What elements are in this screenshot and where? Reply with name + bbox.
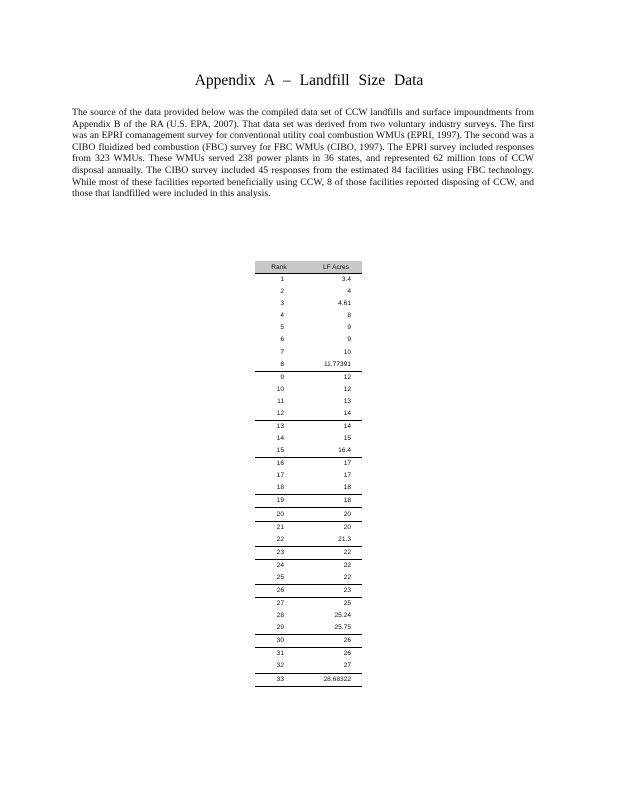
rank-cell: 10 <box>276 385 284 393</box>
rank-cell: 27 <box>276 600 284 608</box>
rank-cell: 19 <box>255 495 303 508</box>
lf-acres-cell: 9 <box>347 324 351 332</box>
lf-acres-cell: 25.24 <box>334 612 351 620</box>
table-body <box>255 274 362 687</box>
table-row <box>255 673 362 686</box>
rank-cell: 4 <box>280 312 284 320</box>
table-row <box>255 334 362 346</box>
table-row <box>255 346 362 358</box>
lf-acres-cell: 21.3 <box>303 534 362 547</box>
table-row <box>255 598 362 611</box>
lf-acres-cell: 14 <box>343 422 351 430</box>
table-row <box>255 322 362 334</box>
rank-cell: 13 <box>276 422 284 430</box>
lf-acres-cell: 20 <box>303 508 362 521</box>
lf-acres-cell: 17 <box>343 460 351 468</box>
lf-acres-cell: 16.4 <box>303 445 362 458</box>
rank-cell: 9 <box>280 373 284 381</box>
lf-acres-cell: 14 <box>303 408 362 421</box>
table-row <box>255 371 362 384</box>
rank-cell: 12 <box>255 408 303 421</box>
intro-paragraph: The source of the data provided below was the compiled data set of CCW landfills and surface impoundments from Appendix B of the RA (U.S. EPA, 2007). That data set was derived from two voluntary industry surveys. The first was an EPRI comanagement survey for conventional utility coal combustion WMUs (EPRI, 1997). The second was a CIBO fluidized bed combustion (FBC) survey for FBC WMUs (CIBO, 1997). The EPRI survey included responses from 323 WMUs. These WMUs served 238 power plants in 36 states, and represented 62 million tons of CCW disposal annually. The CIBO survey included 45 responses from the estimated 84 facilities using FBC technology. While most of these facilities reported beneficially using CCW, 8 of those facilities reported disposing of CCW, and those that landfilled were included in this analysis. <box>72 107 534 200</box>
table-row <box>255 408 362 421</box>
rank-cell: 18 <box>255 482 303 495</box>
lf-acres-cell: 3.4 <box>341 276 351 284</box>
rank-cell: 5 <box>280 324 284 332</box>
rank-cell: 2 <box>280 288 284 296</box>
lf-acres-cell: 12 <box>343 373 351 381</box>
table-row <box>255 559 362 572</box>
table-row <box>255 286 362 298</box>
rank-cell: 11 <box>277 397 284 405</box>
lf-acres-cell: 13 <box>343 397 351 405</box>
table-row <box>255 572 362 585</box>
table-row <box>255 445 362 458</box>
rank-cell: 25 <box>255 572 303 585</box>
rank-cell: 17 <box>276 472 284 480</box>
rank-cell: 15 <box>255 445 303 458</box>
rank-cell: 29 <box>255 622 303 635</box>
rank-cell: 31 <box>276 650 284 658</box>
table-row <box>255 470 362 482</box>
table-header-row <box>255 261 362 274</box>
table-row <box>255 521 362 534</box>
page-title: Appendix A – Landfill Size Data <box>194 72 424 89</box>
lf-acres-cell: 26 <box>343 650 351 658</box>
table-row <box>255 310 362 322</box>
table-row <box>255 508 362 521</box>
table-row <box>255 298 362 310</box>
lf-acres-column-header: LF Acres <box>303 261 362 274</box>
table-row <box>255 274 362 287</box>
table-row <box>255 384 362 396</box>
rank-cell: 7 <box>280 348 284 356</box>
rank-cell: 3 <box>280 300 284 308</box>
lf-acres-cell: 28.68322 <box>303 673 362 686</box>
lf-acres-cell: 22 <box>303 546 362 559</box>
table-row <box>255 396 362 408</box>
lf-acres-cell: 18 <box>303 495 362 508</box>
rank-cell: 16 <box>276 460 284 468</box>
table-row <box>255 495 362 508</box>
rank-cell: 14 <box>276 435 284 443</box>
table-row <box>255 660 362 673</box>
lf-acres-cell: 27 <box>303 660 362 673</box>
rank-cell: 1 <box>280 276 284 284</box>
table-row <box>255 433 362 445</box>
lf-acres-cell: 9 <box>347 336 351 344</box>
lf-acres-cell: 17 <box>343 472 351 480</box>
rank-cell: 30 <box>255 635 303 648</box>
lf-acres-cell: 4.61 <box>338 300 351 308</box>
rank-cell: 28 <box>276 612 284 620</box>
table-row <box>255 584 362 597</box>
lf-acres-cell: 22 <box>343 561 351 569</box>
lf-acres-cell: 12 <box>343 385 351 393</box>
rank-cell: 33 <box>255 673 303 686</box>
rank-cell: 20 <box>255 508 303 521</box>
lf-acres-cell: 20 <box>343 523 351 531</box>
rank-cell: 6 <box>280 336 284 344</box>
rank-cell: 32 <box>255 660 303 673</box>
table-row <box>255 610 362 622</box>
rank-cell: 21 <box>276 523 284 531</box>
table-row <box>255 622 362 635</box>
table-row <box>255 534 362 547</box>
rank-cell: 24 <box>276 561 284 569</box>
lf-acres-cell: 26 <box>303 635 362 648</box>
rank-column-header: Rank <box>255 261 303 274</box>
lf-acres-cell: 8 <box>347 312 351 320</box>
lf-acres-cell: 15 <box>343 435 351 443</box>
table-row <box>255 458 362 471</box>
table-row <box>255 635 362 648</box>
lf-acres-cell: 10 <box>343 348 351 356</box>
table-row <box>255 359 362 372</box>
lf-acres-cell: 25 <box>343 600 351 608</box>
table-row <box>255 648 362 661</box>
lf-acres-cell: 23 <box>303 584 362 597</box>
lf-acres-cell: 22 <box>303 572 362 585</box>
rank-cell: 26 <box>255 584 303 597</box>
lf-acres-cell: 18 <box>303 482 362 495</box>
rank-cell: 23 <box>255 546 303 559</box>
lf-acres-cell: 4 <box>347 288 351 296</box>
table-row <box>255 482 362 495</box>
lf-acres-cell: 11.77391 <box>303 359 362 372</box>
landfill-size-table <box>255 261 362 687</box>
table-row <box>255 546 362 559</box>
lf-acres-cell: 25.75 <box>303 622 362 635</box>
table-row <box>255 420 362 433</box>
rank-cell: 22 <box>255 534 303 547</box>
rank-cell: 8 <box>255 359 303 372</box>
